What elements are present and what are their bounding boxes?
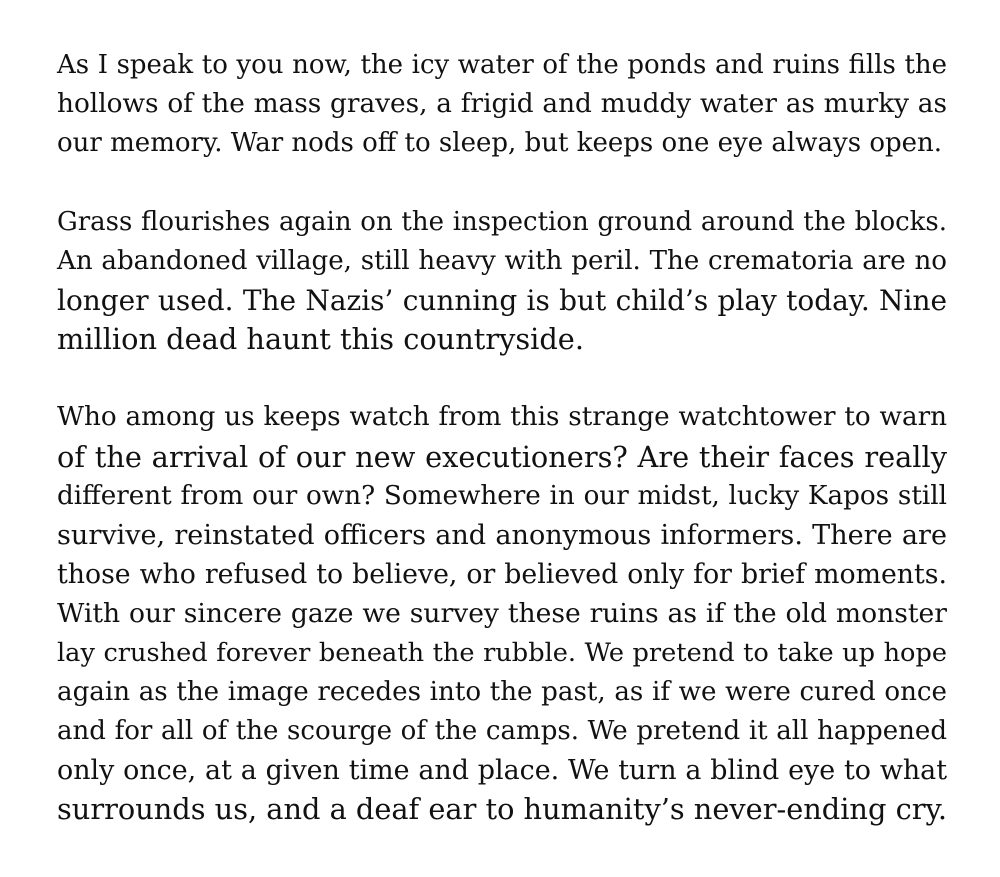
- text-line: An abandoned village, still heavy with peril. The crematoria are no: [57, 245, 947, 276]
- text-line: survive, reinstated officers and anonymous informers. There are: [57, 520, 947, 552]
- document-body: [57, 46, 947, 830]
- text-line: Grass flourishes again on the inspection ground around the blocks.: [57, 206, 947, 237]
- text-line: longer used. The Nazis’ cunning is but child’s play today. Nine: [57, 284, 947, 318]
- paragraph-3: [57, 398, 947, 829]
- text-line: surrounds us, and a deaf ear to humanity’s never-ending cry.: [57, 792, 948, 827]
- text-line: those who refused to believe, or believed only for brief moments.: [57, 559, 947, 591]
- paragraph-spacer: [57, 164, 947, 203]
- text-line: million dead haunt this countryside.: [57, 322, 584, 357]
- text-line: With our sincere gaze we survey these ruins as if the old monster: [57, 598, 947, 630]
- text-line: different from our own? Somewhere in our midst, lucky Kapos still: [57, 480, 947, 511]
- text-line: again as the image recedes into the past, as if we were cured once: [57, 676, 947, 707]
- text-line: our memory. War nods off to sleep, but keeps one eye always open.: [57, 128, 943, 159]
- text-line: lay crushed forever beneath the rubble. We pretend to take up hope: [57, 637, 947, 668]
- text-line: and for all of the scourge of the camps. We pretend it all happened: [57, 716, 947, 747]
- text-line: As I speak to you now, the icy water of the ponds and ruins fills the: [57, 50, 947, 80]
- paragraph-2: [57, 203, 947, 360]
- paragraph-spacer: [57, 359, 947, 398]
- text-line: only once, at a given time and place. We turn a blind eye to what: [57, 755, 947, 787]
- text-line: of the arrival of our new executioners? Are their faces really: [57, 439, 947, 474]
- paragraph-1: [57, 46, 947, 164]
- text-line: Who among us keeps watch from this strange watchtower to warn: [57, 402, 947, 433]
- text-line: hollows of the mass graves, a frigid and muddy water as murky as: [57, 89, 947, 120]
